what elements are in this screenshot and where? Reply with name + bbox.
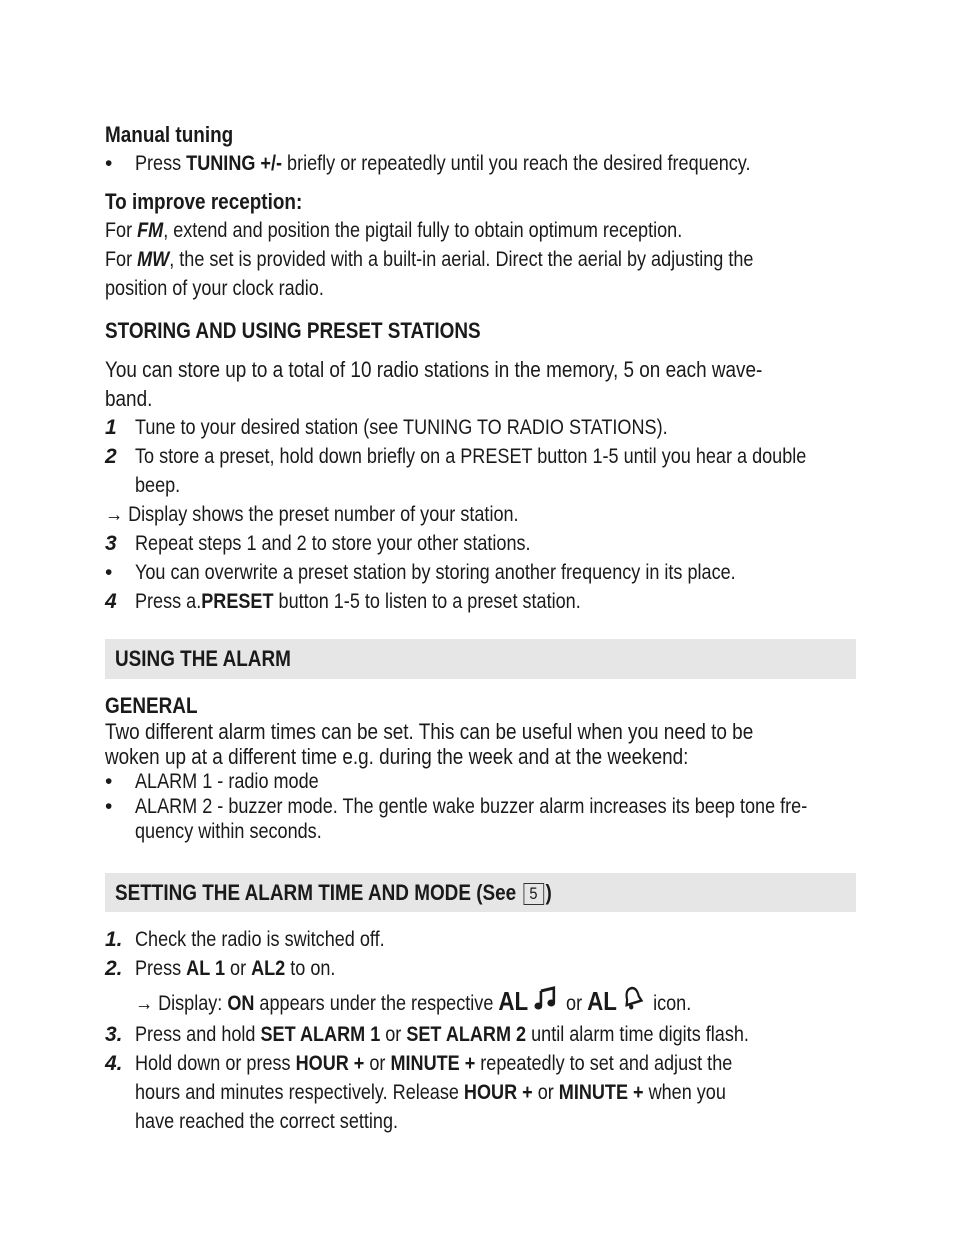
note-text: You can overwrite a preset station by storing another frequency in its place. [135, 561, 736, 584]
presets-body [105, 355, 855, 616]
general-section [105, 692, 855, 844]
setting-alarm-heading-bar [105, 873, 856, 912]
list-item: ALARM 2 - buzzer mode. The gentle wake buzzer alarm increases its beep tone fre- [135, 795, 808, 818]
step-text: To store a preset, hold down briefly on a PRESET button 1-5 until you hear a double [135, 445, 807, 468]
step-text: Press and hold SET ALARM 1 or SET ALARM 2 until alarm time digits flash. [135, 1023, 749, 1046]
list-item: ALARM 1 - radio mode [135, 770, 319, 793]
step-number: 2 [105, 445, 117, 468]
section-title: GENERAL [105, 693, 198, 718]
figure-reference: 5 [523, 883, 544, 905]
paragraph-line: woken up at a different time e.g. during the week and at the weekend: [105, 744, 689, 769]
paragraph-line: position of your clock radio. [105, 277, 324, 300]
result-text: → Display shows the preset number of your station. [105, 503, 519, 526]
using-alarm-heading-bar [105, 639, 856, 679]
step-text: Repeat steps 1 and 2 to store your other stations. [135, 532, 531, 555]
step-text: beep. [135, 474, 181, 497]
step-number: 1. [105, 928, 123, 951]
step-number: 1 [105, 416, 117, 439]
step-text: Hold down or press HOUR + or MINUTE + repeatedly to set and adjust the [135, 1052, 733, 1075]
list-item: quency within seconds. [135, 820, 322, 843]
bullet: • [105, 795, 113, 818]
manual-tuning-section [105, 120, 855, 178]
step-text: Press a.PRESET button 1-5 to listen to a preset station. [135, 590, 581, 613]
step-text: have reached the correct setting. [135, 1110, 399, 1133]
step-text: Check the radio is switched off. [135, 928, 385, 951]
step-number: 3. [105, 1023, 123, 1046]
section-heading: USING THE ALARM [115, 646, 291, 671]
reception-section [105, 187, 855, 303]
paragraph-line: You can store up to a total of 10 radio stations in the memory, 5 on each wave- [105, 357, 763, 382]
section-heading: STORING AND USING PRESET STATIONS [105, 318, 481, 343]
bullet: • [105, 152, 113, 175]
bullet: • [105, 770, 113, 793]
bell-icon [622, 985, 644, 1023]
step-text: hours and minutes respectively. Release HOUR + or MINUTE + when you [135, 1081, 726, 1104]
step-text: Tune to your desired station (see TUNING TO RADIO STATIONS). [135, 416, 668, 439]
bullet: • [105, 561, 113, 584]
step-number: 3 [105, 532, 117, 555]
paragraph-line: For FM, extend and position the pigtail fully to obtain optimum reception. [105, 219, 683, 242]
paragraph-line: For MW, the set is provided with a built-in aerial. Direct the aerial by adjusting the [105, 248, 754, 271]
paragraph-line: Two different alarm times can be set. This can be useful when you need to be [105, 719, 754, 744]
instruction-text: Press TUNING +/- briefly or repeatedly until you reach the desired frequency. [135, 152, 751, 175]
section-heading: SETTING THE ALARM TIME AND MODE (See 5 ) [115, 880, 552, 905]
step-text: Press AL 1 or AL2 to on. [135, 957, 336, 980]
step-number: 2. [105, 957, 123, 980]
music-note-icon [533, 985, 557, 1023]
section-title: To improve reception: [105, 189, 303, 214]
presets-section [105, 316, 855, 345]
result-text: → Display: ON appears under the respective AL or AL icon. [135, 983, 691, 1023]
paragraph-line: band. [105, 386, 153, 411]
section-title: Manual tuning [105, 122, 234, 147]
step-number: 4. [105, 1052, 123, 1075]
setting-steps [105, 925, 855, 1136]
step-number: 4 [105, 590, 117, 613]
